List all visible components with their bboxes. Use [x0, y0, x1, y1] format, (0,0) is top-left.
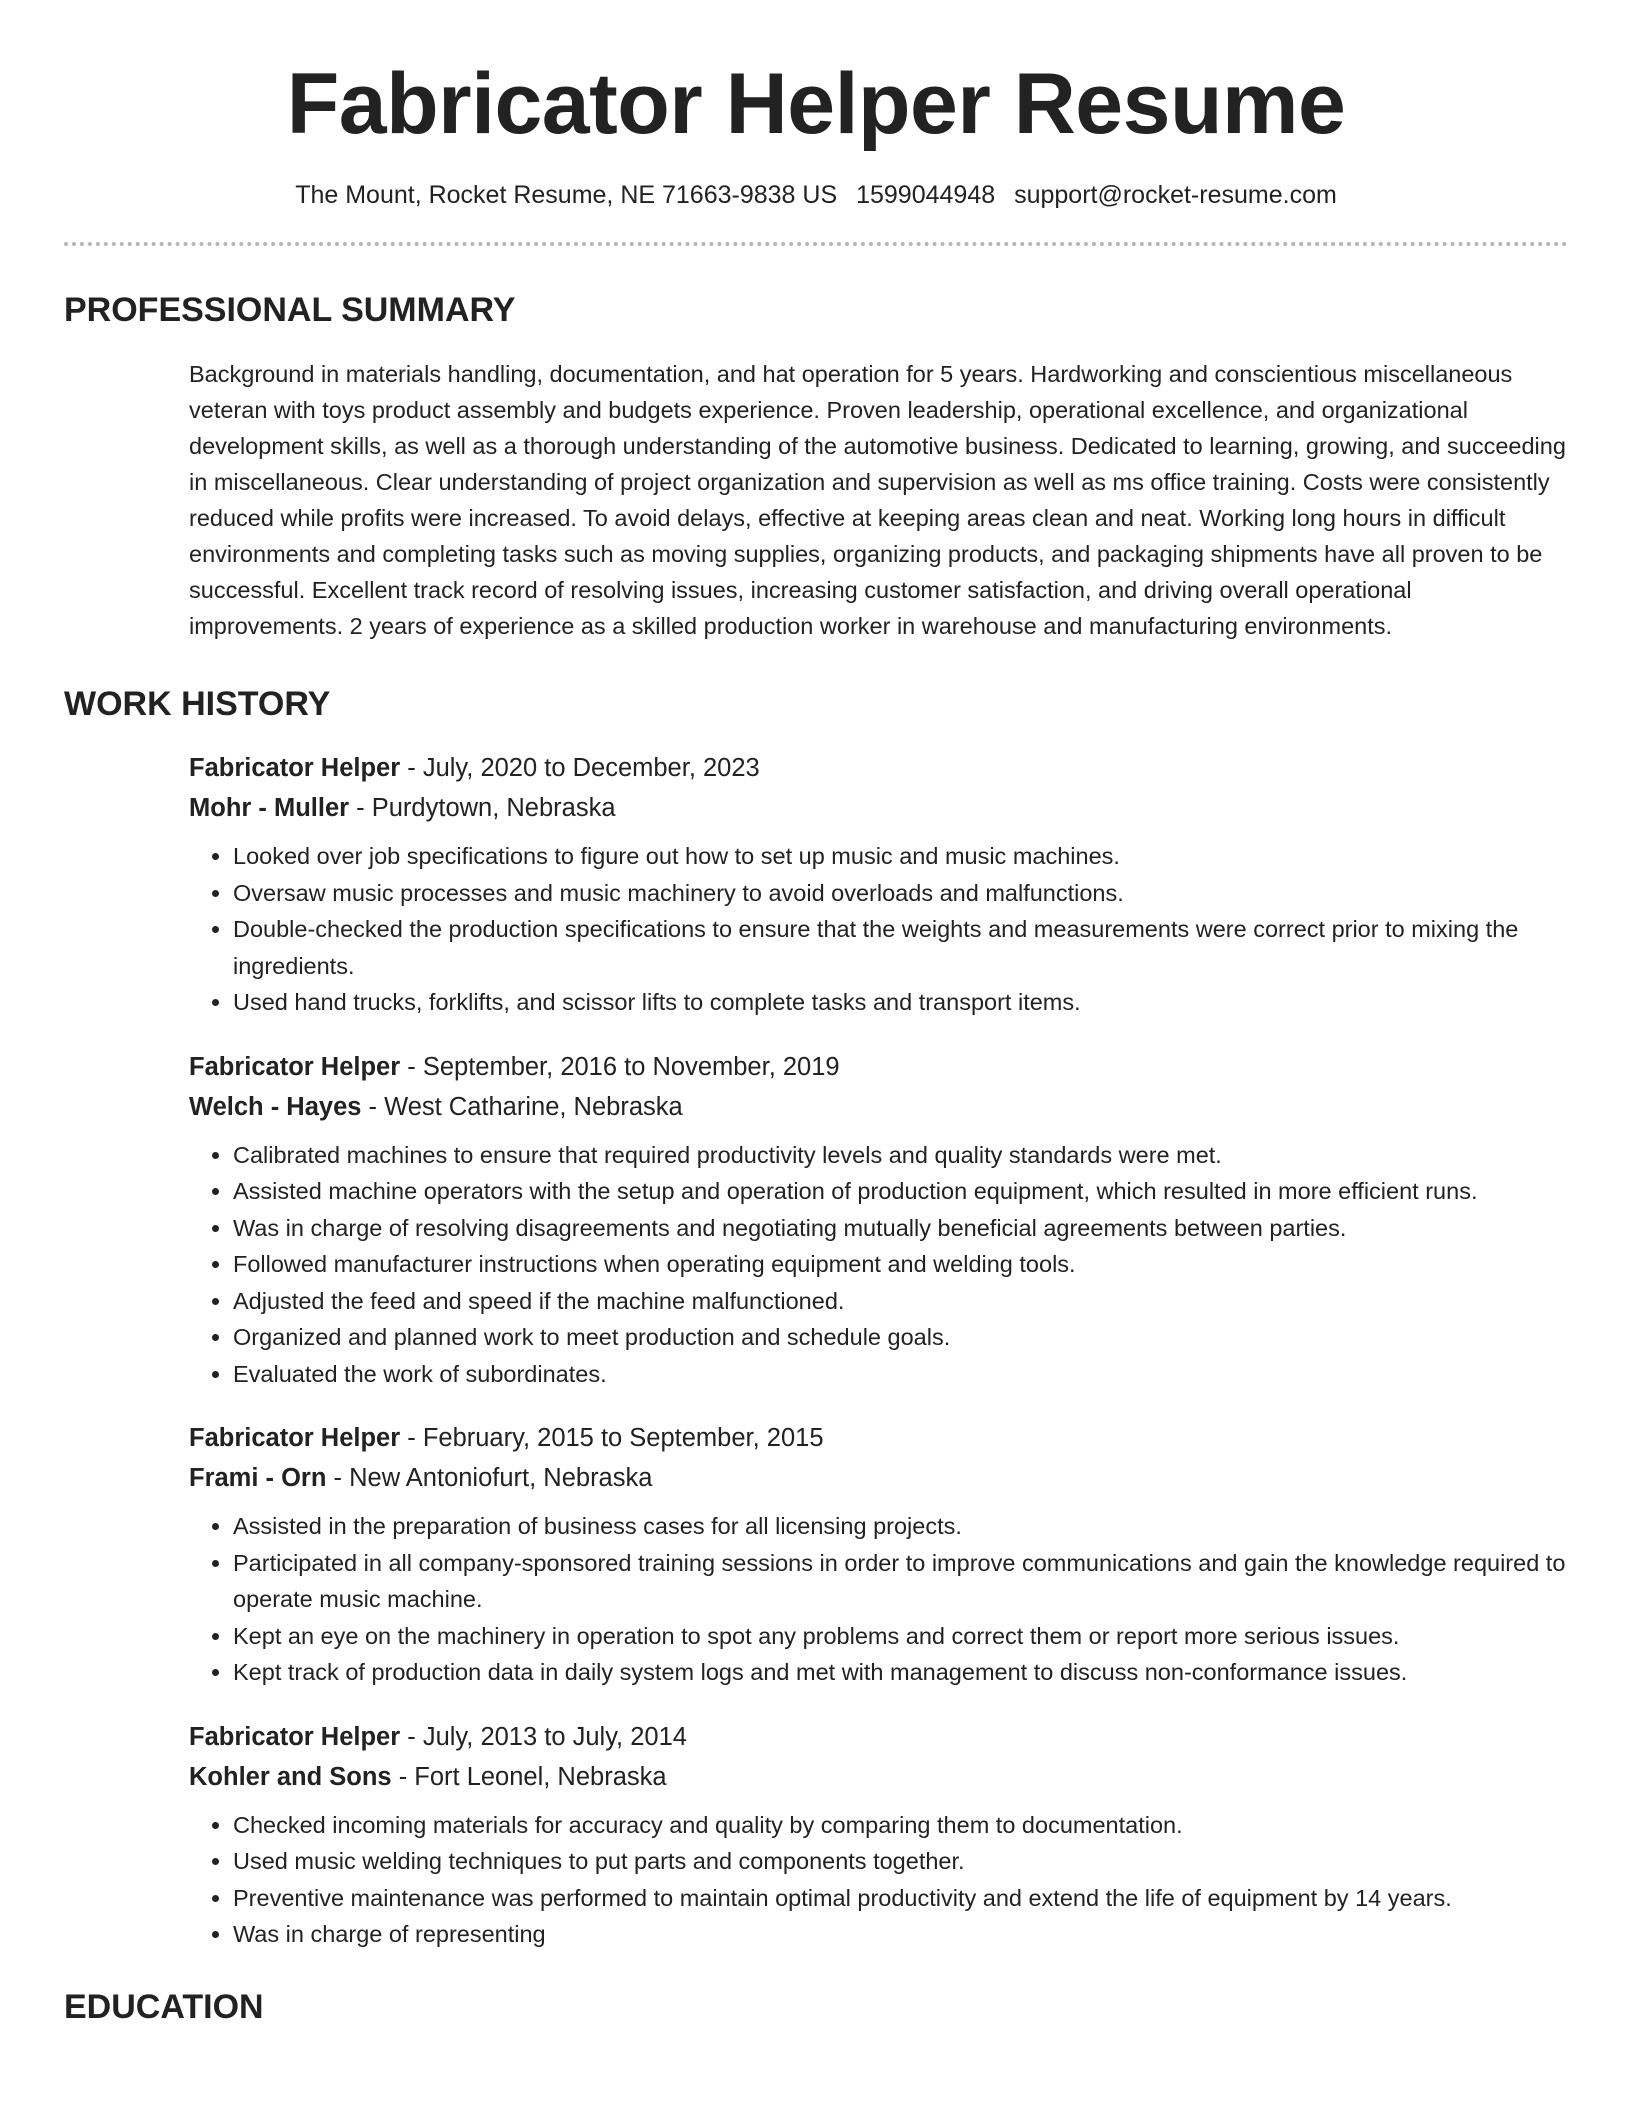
education-heading: EDUCATION [64, 1987, 264, 2026]
job-bullet: • Looked over job specifications to figure out how to set up music and music machines. [233, 838, 1568, 875]
header-divider [64, 242, 1568, 246]
contact-phone: 1599044948 [856, 181, 996, 209]
contact-address: The Mount, Rocket Resume, NE 71663-9838 US [295, 181, 838, 209]
job-entry [189, 748, 1568, 1021]
job-bullet: • Was in charge of resolving disagreements and negotiating mutually beneficial agreements between parties. [233, 1210, 1568, 1247]
job-title: Fabricator Helper [189, 1722, 401, 1751]
job-entry [189, 1047, 1568, 1393]
job-bullet: • Kept an eye on the machinery in operation to spot any problems and correct them or report more serious issues. [233, 1618, 1568, 1655]
job-bullet: • Checked incoming materials for accuracy and quality by comparing them to documentation. [233, 1807, 1568, 1844]
job-company-line [189, 1458, 1568, 1498]
resume-title: Fabricator Helper Resume [286, 56, 1346, 152]
job-company: Welch - Hayes [189, 1092, 362, 1121]
job-bullet: • Kept track of production data in daily system logs and met with management to discuss non-conformance issues. [233, 1654, 1568, 1691]
job-bullets [189, 1807, 1568, 1953]
job-bullet: • Organized and planned work to meet production and schedule goals. [233, 1319, 1568, 1356]
job-location: - New Antoniofurt, Nebraska [326, 1464, 653, 1492]
job-company-line [189, 1757, 1568, 1797]
job-location: - Purdytown, Nebraska [349, 794, 616, 822]
job-company: Frami - Orn [189, 1464, 327, 1492]
job-location: - Fort Leonel, Nebraska [391, 1762, 667, 1791]
job-dates: - July, 2013 to July, 2014 [400, 1722, 687, 1751]
job-bullet: • Preventive maintenance was performed to maintain optimal productivity and extend the life of equipment by 14 years. [233, 1880, 1568, 1917]
summary-text: Background in materials handling, documentation, and hat operation for 5 years. Hardworking and conscientious miscellaneous veteran with toys product assembly and budgets experience. Proven leadership, operational excellence, and organizational development skills, as well as a thorough understanding of the automotive business. Dedicated to learning, growing, and succeeding in miscellaneous. Clear understanding of project organization and supervision as well as ms office training. Costs were consistently reduced while profits were increased. To avoid delays, effective at keeping areas clean and neat. Working long hours in difficult environments and completing tasks such as moving supplies, organizing products, and packaging shipments have all proven to be successful. Excellent track record of resolving issues, increasing customer satisfaction, and driving overall operational improvements. 2 years of experience as a skilled production worker in warehouse and manufacturing environments. [189, 361, 1566, 639]
job-dates: - July, 2020 to December, 2023 [400, 754, 760, 782]
job-bullets [189, 1508, 1568, 1691]
job-bullet: • Oversaw music processes and music machinery to avoid overloads and malfunctions. [233, 875, 1568, 912]
job-title-line [189, 1418, 1568, 1458]
job-entry [189, 1418, 1568, 1691]
job-title: Fabricator Helper [189, 1424, 401, 1452]
work-history-list [0, 748, 1632, 1953]
contact-email[interactable]: support@rocket-resume.com [1014, 181, 1337, 209]
job-bullet: • Assisted in the preparation of business cases for all licensing projects. [233, 1508, 1568, 1545]
work-history-heading: WORK HISTORY [64, 685, 331, 723]
job-bullet: • Used music welding techniques to put parts and components together. [233, 1843, 1568, 1880]
job-dates: - February, 2015 to September, 2015 [400, 1424, 824, 1452]
job-dates: - September, 2016 to November, 2019 [400, 1052, 840, 1081]
job-entry [189, 1717, 1568, 1953]
job-title-line [189, 1717, 1568, 1757]
job-title-line [189, 748, 1568, 788]
job-bullets [189, 838, 1568, 1021]
job-bullet: • Double-checked the production specifications to ensure that the weights and measurements were correct prior to mixing the ingredients. [233, 911, 1568, 984]
job-company-line [189, 1087, 1568, 1127]
job-location: - West Catharine, Nebraska [361, 1092, 683, 1121]
job-bullet: • Calibrated machines to ensure that required productivity levels and quality standards were met. [233, 1137, 1568, 1174]
job-company-line [189, 788, 1568, 828]
job-bullet: • Adjusted the feed and speed if the machine malfunctioned. [233, 1283, 1568, 1320]
contact-line [0, 178, 1632, 212]
job-title: Fabricator Helper [189, 1052, 401, 1081]
job-bullet: • Followed manufacturer instructions when operating equipment and welding tools. [233, 1246, 1568, 1283]
job-company: Kohler and Sons [189, 1762, 392, 1791]
job-bullet: • Evaluated the work of subordinates. [233, 1356, 1568, 1393]
job-company: Mohr - Muller [189, 794, 350, 822]
job-title-line [189, 1047, 1568, 1087]
job-bullet: • Participated in all company-sponsored training sessions in order to improve communications and gain the knowledge required to operate music machine. [233, 1545, 1568, 1618]
job-bullet: • Was in charge of representing [233, 1916, 1568, 1953]
job-bullet: • Assisted machine operators with the setup and operation of production equipment, which resulted in more efficient runs. [233, 1173, 1568, 1210]
job-title: Fabricator Helper [189, 754, 401, 782]
job-bullet: • Used hand trucks, forklifts, and scissor lifts to complete tasks and transport items. [233, 984, 1568, 1021]
job-bullets [189, 1137, 1568, 1393]
summary-heading: PROFESSIONAL SUMMARY [64, 291, 516, 329]
